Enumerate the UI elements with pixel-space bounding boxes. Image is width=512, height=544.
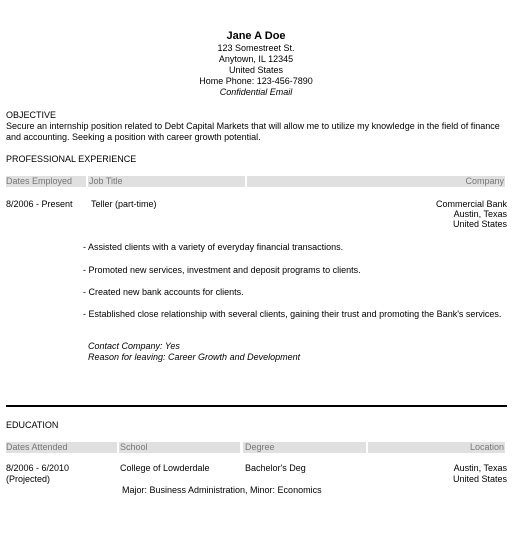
education-header-dates-cell — [6, 442, 117, 453]
education-header-location: Location — [469, 442, 504, 452]
job-bullet: - Promoted new services, investment and deposit programs to clients. — [83, 265, 361, 275]
education-title: EDUCATION — [6, 420, 59, 430]
experience-header-job-cell — [88, 176, 245, 187]
experience-header-dates: Dates Employed — [6, 176, 73, 186]
education-header-degree: Degree — [245, 442, 275, 452]
address-street: 123 Somestreet St. — [217, 43, 295, 53]
education-projected: (Projected) — [6, 474, 51, 484]
education-location: Austin, Texas — [453, 463, 507, 473]
home-phone: Home Phone: 123-456-7890 — [199, 76, 313, 86]
experience-header-dates-cell — [6, 176, 86, 187]
job-reason: Reason for leaving: Career Growth and Development — [88, 352, 301, 362]
experience-header-company-cell — [247, 176, 505, 187]
education-school: College of Lowderdale — [120, 463, 210, 473]
email-text: Confidential Email — [219, 87, 293, 97]
education-degree: Bachelor's Deg — [245, 463, 306, 473]
education-header-location-cell — [368, 442, 505, 453]
education-dates: 8/2006 - 6/2010 — [6, 463, 70, 473]
objective-text: Secure an internship position related to Debt Capital Markets that will allow me to utilize my knowledge in the field of finance and accounting. Seeking a position with career growth potential. — [6, 121, 500, 142]
job-bullet: - Assisted clients with a variety of everyday financial transactions. — [83, 242, 344, 252]
education-country: United States — [452, 474, 507, 484]
education-header-degree-cell — [243, 442, 366, 453]
education-major: Major: Business Administration, Minor: Economics — [122, 485, 322, 495]
job-country: United States — [452, 219, 507, 229]
job-location: Austin, Texas — [453, 209, 507, 219]
experience-title: PROFESSIONAL EXPERIENCE — [6, 154, 137, 164]
address-city: Anytown, IL 12345 — [218, 54, 294, 64]
job-contact: Contact Company: Yes — [88, 341, 180, 351]
job-title: Teller (part-time) — [91, 199, 157, 209]
education-header-school: School — [120, 442, 148, 452]
job-bullet: - Created new bank accounts for clients. — [83, 287, 244, 297]
education-header-dates: Dates Attended — [6, 442, 68, 452]
job-bullet: - Established close relationship with several clients, gaining their trust and promoting the Bank's services. — [83, 309, 502, 319]
education-header-school-cell — [119, 442, 240, 453]
job-dates: 8/2006 - Present — [6, 199, 73, 209]
job-company: Commercial Bank — [435, 199, 507, 209]
experience-header-company: Company — [465, 176, 504, 186]
candidate-name: Jane A Doe — [226, 30, 286, 42]
objective-title: OBJECTIVE — [6, 110, 57, 120]
section-divider — [6, 405, 507, 407]
resume-header — [0, 30, 512, 98]
experience-header-job: Job Title — [89, 176, 123, 186]
address-country: United States — [228, 65, 284, 75]
